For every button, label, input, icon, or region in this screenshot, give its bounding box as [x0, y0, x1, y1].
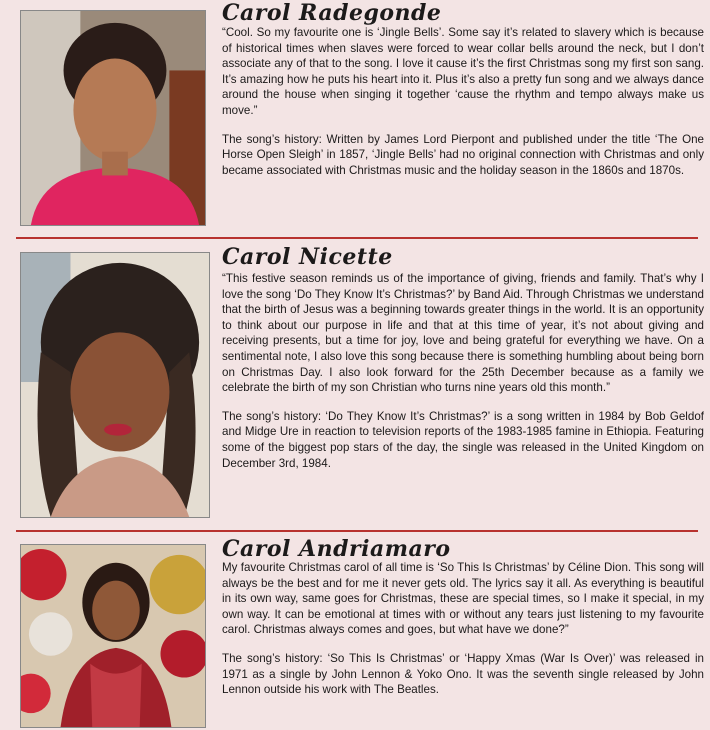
person-name: Carol Andriamaro: [222, 536, 451, 562]
profile-section-nicette: [0, 244, 710, 528]
history-paragraph: The song’s history: ‘So This Is Christmas’ or ‘Happy Xmas (War Is Over)’ was released in 1971 as a single by John Lennon & Yoko Ono. It was the seventh single released by John Lennon outside his work with The Beatles.: [222, 651, 704, 697]
section-divider: [16, 237, 698, 239]
portrait-photo: [20, 252, 210, 518]
section-divider: [16, 530, 698, 532]
profile-text: [222, 271, 704, 471]
history-paragraph: The song’s history: ‘Do They Know It’s Christmas?’ is a song written in 1984 by Bob Geldof and Midge Ure in reaction to television reports of the 1983-1985 famine in Ethiopia. Featuring some of the biggest pop stars of the day, the single was released in the United Kingdom on December 3rd, 1984.: [222, 409, 704, 470]
portrait-photo: [20, 544, 206, 728]
portrait-photo: [20, 10, 206, 226]
profile-section-andriamaro: [0, 536, 710, 730]
quote-paragraph: “Cool. So my favourite one is ‘Jingle Bells’. Some say it’s related to slavery which is because of historical times when slaves were forced to wear collar bells around the neck, but I don’t associate any of that to the song. I love it cause it’s the first Christmas song my first son sang. It’s amazing how he puts his heart into it. Plus it’s also a pretty fun song and we always dance around the house when singing it together ‘cause the rhythm and tempo always make us move.”: [222, 26, 704, 117]
quote-paragraph: “This festive season reminds us of the importance of giving, friends and family. That’s why I love the song ‘Do They Know It’s Christmas?’ by Band Aid. Through Christmas we understand that the birth of Jesus was a beginning towards greater things in the world. It is an opportunity to think about our purpose in life and that at this time of year, it’s not about giving and receiving presents, but a time for joy, love and being grateful for everything we have. On a sentimental note, I also love this song because there is something humbling about being born on Christmas Day. I also look forward for the 25th December because as a family we celebrate the birth of my son Christian who turns nine years old this month.”: [222, 272, 704, 395]
profile-text: [222, 25, 704, 178]
profile-section-radegonde: [0, 0, 710, 234]
person-name: Carol Nicette: [222, 244, 393, 270]
quote-paragraph: My favourite Christmas carol of all time is ‘So This Is Christmas’ by Céline Dion. This song will always be the best and for me it never gets old. The lyrics say it all. As everything is beautiful in its own way, same goes for Christmas, these are special times, so I make it special, in my own way. It can be emotional at times with or without any tears just listening to my favourite carol. Christmas always comes and goes, but what have we done?”: [222, 561, 704, 637]
history-paragraph: The song’s history: Written by James Lord Pierpont and published under the title ‘The One Horse Open Sleigh’ in 1857, ‘Jingle Bells’ had no original connection with Christmas and only became associated with Christmas music and the holiday season in the 1860s and 1870s.: [222, 132, 704, 177]
person-name: Carol Radegonde: [222, 0, 442, 26]
profile-text: [222, 560, 704, 698]
